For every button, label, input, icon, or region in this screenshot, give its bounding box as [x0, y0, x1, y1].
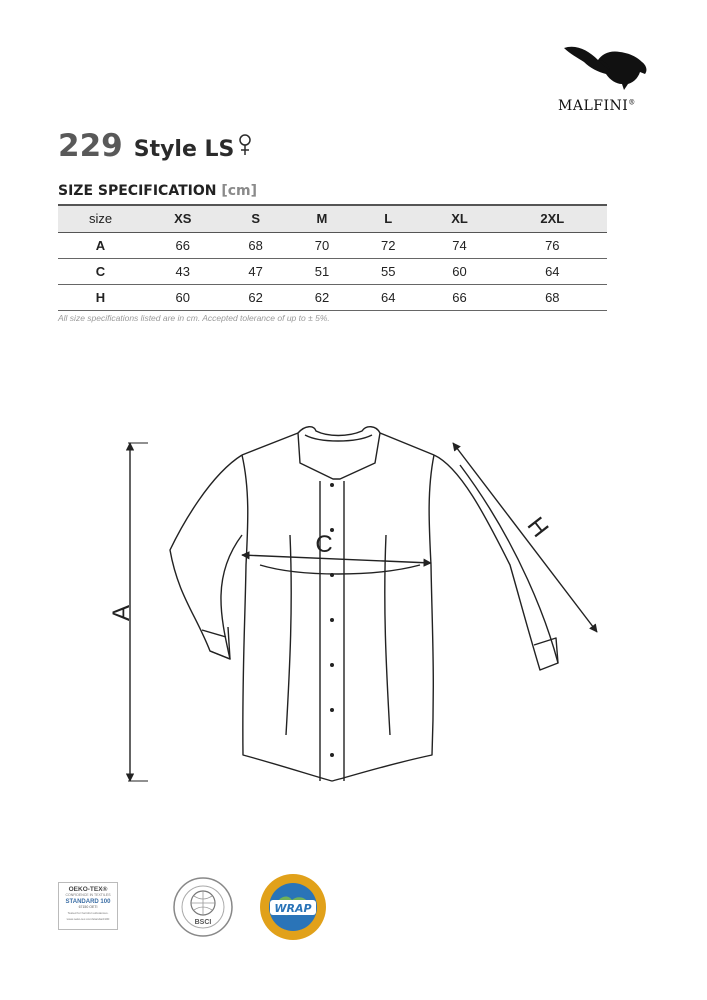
- wrap-text: WRAP: [274, 902, 312, 915]
- table-cell: 60: [175, 289, 190, 305]
- dimension-h-line: [453, 443, 597, 632]
- female-symbol-icon: [238, 134, 252, 156]
- collar: [298, 427, 380, 479]
- bsci-text: BSCI: [194, 919, 212, 926]
- shirt-body: [242, 455, 434, 781]
- left-sleeve: [170, 455, 242, 659]
- oeko-subtitle: CONFIDENCE IN TEXTILES: [65, 893, 111, 897]
- row-label: A: [95, 237, 106, 253]
- table-cell: 62: [248, 289, 263, 305]
- row-label: H: [95, 289, 106, 305]
- table-cell: 47: [248, 263, 263, 279]
- right-sleeve: [434, 455, 558, 670]
- table-cell: 64: [545, 263, 560, 279]
- dimension-c-line: [242, 555, 431, 563]
- table-cell: 70: [314, 237, 330, 253]
- label-c: C: [315, 531, 333, 558]
- size-header: XS: [174, 211, 192, 227]
- oeko-title: OEKO-TEX®: [68, 886, 108, 893]
- shirt-diagram: [100, 405, 610, 795]
- table-cell: 43: [175, 263, 190, 279]
- shirt-outline: [170, 427, 558, 781]
- table-cell: 76: [545, 237, 560, 253]
- table-cell: 62: [314, 289, 330, 305]
- size-header: S: [251, 211, 260, 227]
- certifications: [58, 872, 348, 942]
- spec-title: [58, 183, 257, 199]
- table-cell: 60: [452, 263, 467, 279]
- table-cell: 66: [452, 289, 467, 305]
- brand-name: MALFINI: [558, 98, 629, 114]
- table-row: [58, 232, 607, 258]
- spec-unit: [cm]: [221, 183, 258, 199]
- chest-seam: [260, 565, 420, 574]
- table-row: [58, 258, 607, 284]
- product-heading: [58, 128, 252, 164]
- label-h: H: [521, 512, 554, 543]
- placket: [320, 481, 344, 781]
- row-label: C: [95, 263, 106, 279]
- table-cell: 66: [175, 237, 190, 253]
- model-number: 229: [58, 128, 123, 164]
- amfori-bsci-badge: [173, 876, 233, 938]
- oeko-number: 67150 OETI: [78, 905, 98, 909]
- table-cell: 74: [452, 237, 467, 253]
- table-cell: 55: [381, 263, 396, 279]
- oeko-tex-badge: [58, 882, 118, 930]
- oeko-standard: STANDARD 100: [65, 899, 111, 905]
- table-header-row: [58, 205, 607, 232]
- table-row: [58, 284, 607, 310]
- registered-mark: ®: [628, 98, 636, 107]
- size-table: [58, 204, 607, 311]
- tolerance-note: All size specifications listed are in cm. Accepted tolerance of up to ± 5%.: [58, 313, 330, 323]
- front-darts: [286, 535, 390, 735]
- table-cell: 51: [314, 263, 330, 279]
- table-cell: 64: [381, 289, 396, 305]
- spec-title-text: SIZE SPECIFICATION: [58, 183, 217, 199]
- shoulder-line: [242, 433, 434, 455]
- table-cell: 72: [381, 237, 396, 253]
- style-name: Style LS: [133, 137, 235, 162]
- size-header: XL: [451, 211, 468, 227]
- eagle-icon: [562, 40, 650, 92]
- size-header: L: [384, 211, 393, 227]
- oeko-url: www.oeko-tex.com/standard100: [66, 917, 110, 921]
- table-cell: 68: [545, 289, 560, 305]
- size-header: M: [316, 211, 328, 227]
- buttons: [330, 483, 334, 757]
- label-a: A: [108, 604, 135, 622]
- brand-logo: [548, 40, 660, 120]
- table-header-label: size: [88, 211, 113, 227]
- table-cell: 68: [248, 237, 263, 253]
- oeko-text: Tested for harmful substances.: [67, 911, 109, 915]
- wrap-badge: [258, 872, 328, 942]
- size-header: 2XL: [540, 211, 565, 227]
